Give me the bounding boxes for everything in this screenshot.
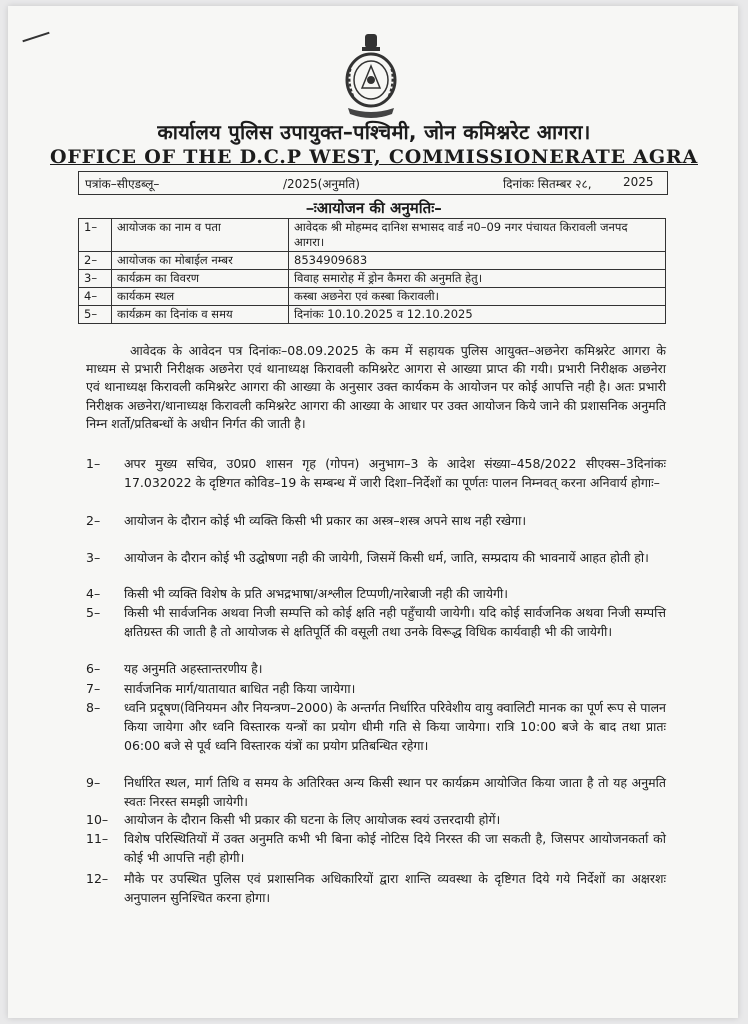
condition-number: 4–: [86, 586, 101, 601]
info-row-number: 2–: [79, 252, 112, 270]
info-row-label: कार्यकम स्थल: [112, 288, 289, 306]
condition-text: किसी भी व्यक्ति विशेष के प्रति अभद्रभाषा/अश्लील टिप्पणी/नारेबाजी नही की जायेगी।: [124, 586, 508, 601]
condition-item: [86, 680, 666, 699]
info-row-label: आयोजक का मोबाईल नम्बर: [112, 252, 289, 270]
info-row-value: आवेदक श्री मोहम्मद दानिश सभासद वार्ड न0–09 नगर पंचायत किरावली जनपद आगरा।: [289, 219, 666, 252]
condition-item: [86, 604, 666, 642]
condition-number: 11–: [86, 831, 109, 846]
condition-number: 6–: [86, 661, 101, 676]
condition-number: 3–: [86, 550, 101, 565]
condition-item: [86, 512, 666, 531]
info-table-row: [79, 252, 666, 270]
reference-line: [78, 171, 668, 195]
office-title-hindi: कार्यालय पुलिस उपायुक्त–पश्चिमी, जोन कमिश्नरेट आगरा।: [157, 120, 591, 144]
condition-number: 5–: [86, 605, 101, 620]
condition-number: 8–: [86, 700, 101, 715]
condition-text: सार्वजनिक मार्ग/यातायात बाधित नही किया जायेगा।: [124, 681, 356, 696]
condition-item: [86, 830, 666, 868]
event-info-table: [78, 218, 666, 324]
info-row-value: दिनांकः 10.10.2025 व 12.10.2025: [289, 306, 666, 324]
date-label: दिनांकः सितम्बर २८,: [503, 177, 592, 191]
info-row-value: विवाह समारोह में ड्रोन कैमरा की अनुमति हेतु।: [289, 270, 666, 288]
condition-number: 12–: [86, 871, 109, 886]
info-table-row: [79, 219, 666, 252]
condition-text: आयोजन के दौरान किसी भी प्रकार की घटना के लिए आयोजक स्वयं उत्तरदायी होगें।: [124, 812, 501, 827]
condition-text: आयोजन के दौरान कोई भी उद्घोषणा नही की जायेगी, जिसमें किसी धर्म, जाति, सम्प्रदाय की भावनायें आहत होती हो।: [124, 550, 649, 565]
condition-text: मौके पर उपस्थित पुलिस एवं प्रशासनिक अधिकारियों द्वारा शान्ति व्यवस्था के दृष्टिगत दिये गये निर्देशों का अक्षरशः अनुपालन सुनिश्चित करना होगा।: [124, 871, 666, 905]
info-row-value: कस्बा अछनेरा एवं कस्बा किरावली।: [289, 288, 666, 306]
subject-heading: –ःआयोजन की अनुमतिः–: [306, 199, 442, 217]
info-row-number: 4–: [79, 288, 112, 306]
info-row-number: 1–: [79, 219, 112, 252]
date-year: 2025: [623, 175, 654, 189]
condition-item: [86, 660, 666, 679]
info-row-label: आयोजक का नाम व पता: [112, 219, 289, 252]
info-row-label: कार्यक्रम का विवरण: [112, 270, 289, 288]
condition-number: 9–: [86, 775, 101, 790]
condition-number: 1–: [86, 456, 101, 471]
condition-text: ध्वनि प्रदूषण(विनियमन और नियन्त्रण–2000) के अन्तर्गत निर्धारित परिवेशीय वायु क्वालिटी मानक का पूर्ण रूप से पालन किया जायेगा और ध्वनि विस्तारक यन्त्रों का प्रयोग धीमी गति से किया जायेगा। रात्रि 10:00 बजे के बाद तथा प्रातः 06:00 बजे से पूर्व ध्वनि विस्तारक यंत्रों का प्रयोग प्रतिबन्धित रहेगा।: [124, 700, 666, 753]
condition-item: [86, 549, 666, 568]
condition-item: [86, 811, 666, 830]
info-row-label: कार्यक्रम का दिनांक व समय: [112, 306, 289, 324]
info-table-row: [79, 270, 666, 288]
condition-number: 7–: [86, 681, 101, 696]
condition-text: आयोजन के दौरान कोई भी व्यक्ति किसी भी प्रकार का अस्त्र–शस्त्र अपने साथ नही रखेगा।: [124, 513, 527, 528]
intro-paragraph: [86, 342, 666, 433]
condition-item: [86, 455, 666, 493]
intro-text: आवेदक के आवेदन पत्र दिनांकः–08.09.2025 के कम में सहायक पुलिस आयुक्त–अछनेरा कमिश्नरेट आगरा के माध्यम से प्रभारी निरीक्षक अछनेरा एवं थानाध्यक्ष किरावली कमिश्नरेट आगरा से आख्या प्राप्त की गयी। प्रभारी निरीक्षक अछनेरा एवं थानाध्यक्ष किरावली कमिश्नरेट आगरा की आख्या के अनुसार उक्त कार्यकम के आयोजन पर कोई आपत्ति नही है। अतः प्रभारी निरीक्षक अछनेरा/थानाध्यक्ष किरावली कमिश्नरेट आगरा की आख्या के आधार पर उक्त आयोजन किये जाने की प्रशासनिक अनुमति निम्न शर्तो/प्रतिबन्धों के अधीन निर्गत की जाती है।: [86, 343, 666, 431]
letter-suffix: /2025(अनुमति): [283, 177, 360, 191]
condition-text: यह अनुमति अहस्तान्तरणीय है।: [124, 661, 263, 676]
condition-text: अपर मुख्य सचिव, उ0प्र0 शासन गृह (गोपन) अनुभाग–3 के आदेश संख्या–458/2022 सीएक्स–3दिनांकः 17.032022 के दृष्टिगत कोविड–19 के सम्बन्ध में जारी दिशा–निर्देशों का पूर्णतः पालन निम्नवत् करना अनिवार्य होगाः–: [124, 456, 666, 490]
condition-text: किसी भी सार्वजनिक अथवा निजी सम्पत्ति को कोई क्षति नही पहुँचायी जायेगी। यदि कोई सार्वजनिक अथवा निजी सम्पत्ति क्षतिग्रस्त की जाती है तो आयोजक से क्षतिपूर्ति की वसूली तथा उनके विरूद्ध विधिक कार्यवाही भी की जायेगी।: [124, 605, 666, 639]
condition-text: निर्धारित स्थल, मार्ग तिथि व समय के अतिरिक्त अन्य किसी स्थान पर कार्यक्रम आयोजित किया जाता है तो यह अनुमति स्वतः निरस्त समझी जायेगी।: [124, 775, 666, 809]
info-row-number: 3–: [79, 270, 112, 288]
condition-item: [86, 585, 666, 604]
info-table-row: [79, 306, 666, 324]
condition-item: [86, 699, 666, 755]
info-row-value: 8534909683: [289, 252, 666, 270]
letter-number: पत्रांक–सीएडब्लू–: [85, 177, 160, 191]
condition-item: [86, 870, 666, 908]
condition-text: विशेष परिस्थितियों में उक्त अनुमति कभी भी बिना कोई नोटिस दिये निरस्त की जा सकती है, जिसपर आयोजनकर्ता को कोई भी आपत्ति नही होगी।: [124, 831, 666, 865]
police-emblem-icon: [338, 30, 404, 120]
condition-number: 10–: [86, 812, 109, 827]
info-row-number: 5–: [79, 306, 112, 324]
info-table-row: [79, 288, 666, 306]
condition-item: [86, 774, 666, 812]
office-title-english: OFFICE OF THE D.C.P WEST, COMMISSIONERATE AGRA: [50, 146, 698, 168]
condition-number: 2–: [86, 513, 101, 528]
